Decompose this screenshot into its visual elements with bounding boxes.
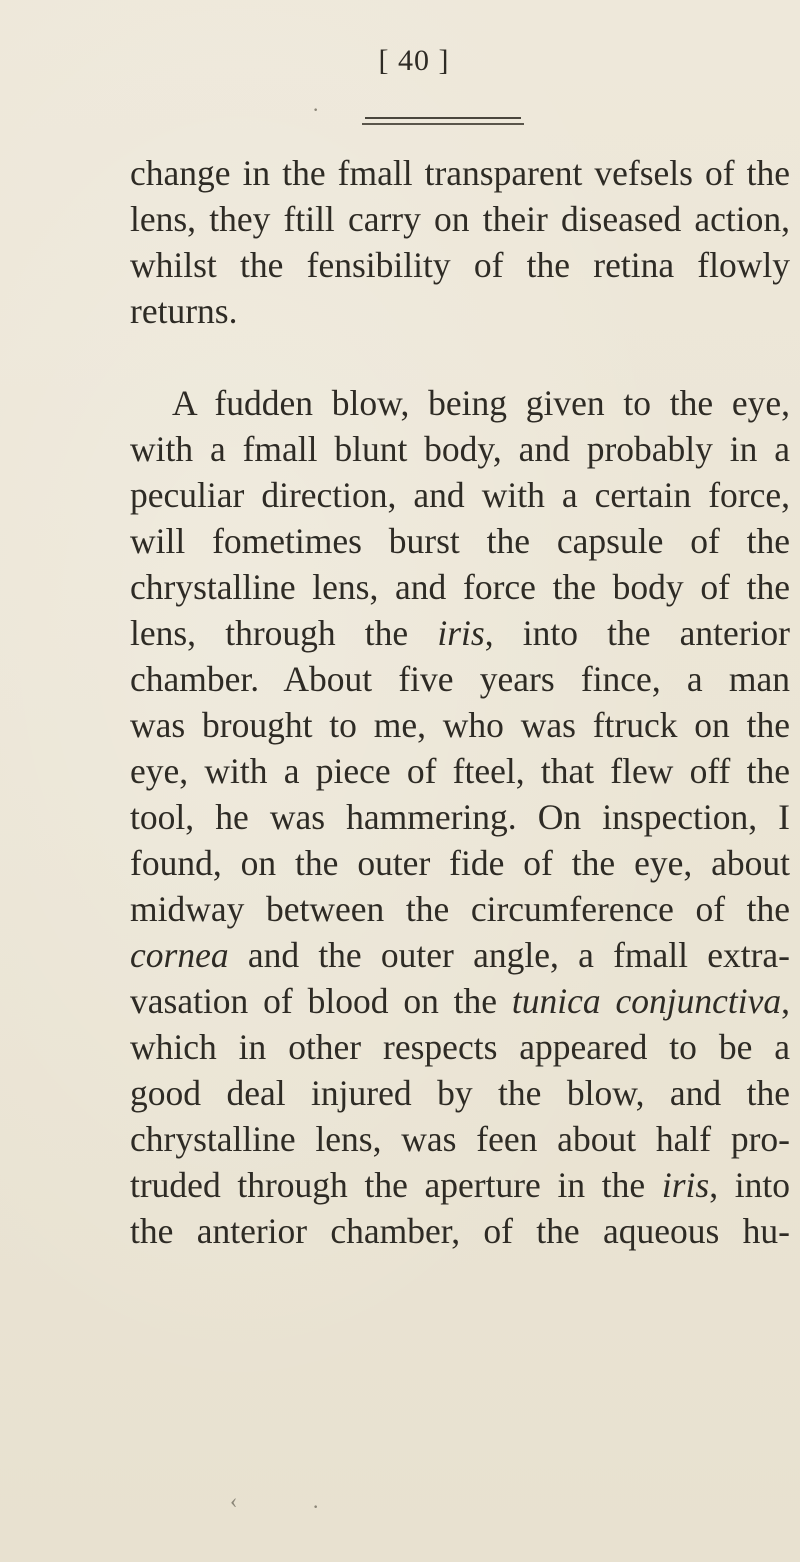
text-line: whilst the fensibility of the retina flowly bbox=[130, 245, 790, 285]
text-line bbox=[130, 564, 790, 610]
text-line bbox=[130, 472, 790, 518]
text-run: was brought to me, who was ftruck on the bbox=[130, 705, 790, 745]
italic-text: cornea bbox=[130, 935, 229, 975]
text-run: peculiar direction, and with a certain force, bbox=[130, 475, 790, 515]
text-run: good deal injured by the blow, and the bbox=[130, 1073, 790, 1113]
italic-text: iris bbox=[437, 613, 485, 653]
text-line bbox=[130, 1116, 790, 1162]
text-line bbox=[130, 610, 790, 656]
header-rule bbox=[365, 117, 521, 119]
print-speck: ‹ bbox=[230, 1488, 238, 1513]
print-speck: · bbox=[312, 97, 320, 122]
text-line bbox=[130, 426, 790, 472]
text-run: A fudden blow, being given to the eye, bbox=[172, 383, 790, 423]
text-run: truded through the aperture in the bbox=[130, 1165, 662, 1205]
text-line bbox=[130, 702, 790, 748]
header-rule-lower bbox=[362, 123, 524, 125]
paragraph-1 bbox=[130, 150, 790, 334]
text-run: chrystalline lens, was feen about half pro- bbox=[130, 1119, 790, 1159]
text-run: will fometimes burst the capsule of the bbox=[130, 521, 790, 561]
text-line bbox=[130, 840, 790, 886]
text-line bbox=[130, 932, 790, 978]
text-line: lens, they ftill carry on their diseased action, bbox=[130, 199, 790, 239]
text-run: midway between the circumference of the bbox=[130, 889, 790, 929]
text-line bbox=[130, 748, 790, 794]
text-line bbox=[130, 518, 790, 564]
text-run: the anterior chamber, of the aqueous hu- bbox=[130, 1211, 790, 1251]
text-run: , bbox=[781, 981, 791, 1021]
text-run: which in other respects appeared to be a bbox=[130, 1027, 790, 1067]
text-run: with a fmall blunt body, and probably in a bbox=[130, 429, 790, 469]
text-run: chrystalline lens, and force the body of the bbox=[130, 567, 790, 607]
text-run: , into bbox=[709, 1165, 790, 1205]
text-line bbox=[130, 886, 790, 932]
italic-text: iris bbox=[661, 1165, 710, 1205]
text-run: vasation of blood on the bbox=[130, 981, 512, 1021]
print-speck: · bbox=[312, 1494, 320, 1519]
text-line: returns. bbox=[130, 291, 238, 331]
text-line bbox=[130, 656, 790, 702]
text-run: and the outer angle, a fmall extra- bbox=[228, 935, 790, 975]
text-line: change in the fmall transparent vefsels of the bbox=[130, 153, 790, 193]
text-run: found, on the outer fide of the eye, about bbox=[130, 843, 790, 883]
text-run: eye, with a piece of fteel, that flew off the bbox=[130, 751, 790, 791]
text-line bbox=[130, 978, 790, 1024]
text-line bbox=[130, 794, 790, 840]
paragraph-2 bbox=[130, 380, 790, 1254]
text-run: chamber. About five years fince, a man bbox=[130, 659, 790, 699]
text-run: lens, through the bbox=[130, 613, 438, 653]
text-line bbox=[130, 1162, 790, 1208]
text-line bbox=[130, 1070, 790, 1116]
text-line bbox=[130, 380, 790, 426]
text-run: tool, he was hammering. On inspection, I bbox=[130, 797, 790, 837]
page-number: [ 40 ] bbox=[378, 44, 450, 77]
italic-text: tunica conjunctiva bbox=[511, 981, 782, 1021]
body-text bbox=[130, 150, 790, 1254]
text-line bbox=[130, 1024, 790, 1070]
text-run: , into the anterior bbox=[484, 613, 790, 653]
text-line bbox=[130, 1208, 790, 1254]
